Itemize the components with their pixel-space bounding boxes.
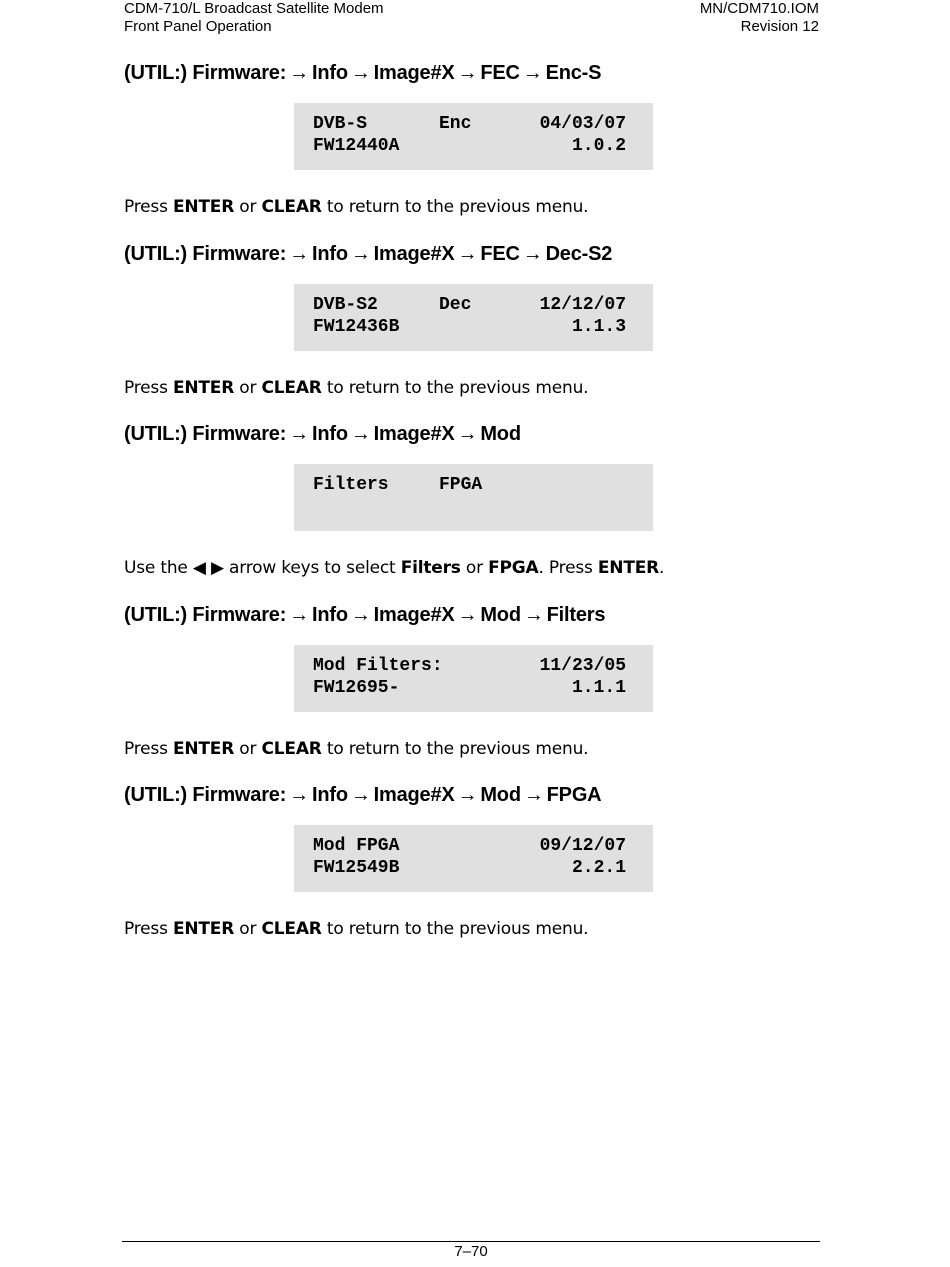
key-name: CLEAR xyxy=(261,197,322,217)
section-title xyxy=(124,600,820,630)
lcd-field: Enc xyxy=(439,114,472,134)
title-part: Mod xyxy=(480,423,521,445)
instruction-fragment: or xyxy=(460,558,489,578)
manual-number: MN/CDM710.IOM xyxy=(699,0,819,17)
lcd-display xyxy=(294,284,653,351)
instruction-fragment: or xyxy=(234,377,262,398)
instruction-fragment: Use the xyxy=(124,558,193,578)
menu-section xyxy=(124,239,820,420)
key-name: ENTER xyxy=(172,738,235,759)
lcd-field: Dec xyxy=(439,294,472,315)
lcd-field: Mod Filters: xyxy=(313,655,443,676)
right-arrow-icon: → xyxy=(350,784,371,806)
lcd-display xyxy=(294,825,653,892)
left-arrow-key-icon: ◀ xyxy=(192,558,206,578)
instruction-fragment: Press xyxy=(124,377,173,398)
lcd-field: FW12440A xyxy=(313,136,400,156)
right-arrow-icon: → xyxy=(289,62,309,84)
lcd-line1 xyxy=(313,655,626,677)
right-arrow-icon: → xyxy=(457,603,478,626)
title-part: (UTIL:) Firmware: xyxy=(124,242,287,265)
key-name: ENTER xyxy=(172,197,235,217)
lcd-line1 xyxy=(313,835,626,857)
lcd-field: DVB-S2 xyxy=(313,294,378,315)
title-part: Info xyxy=(311,603,348,626)
right-arrow-icon: → xyxy=(523,784,544,806)
title-part: Dec-S2 xyxy=(545,242,613,265)
instruction-fragment: to return to the previous menu. xyxy=(321,738,589,759)
lcd-field: 09/12/07 xyxy=(539,836,626,856)
chapter-title: Front Panel Operation xyxy=(124,18,272,35)
key-name: ENTER xyxy=(172,919,235,939)
right-arrow-key-icon: ▶ xyxy=(210,558,224,578)
page-header-left xyxy=(124,0,384,36)
lcd-line1 xyxy=(313,294,626,316)
title-part: Filters xyxy=(546,603,606,626)
lcd-line2 xyxy=(313,857,626,879)
instruction-fragment: . Press xyxy=(538,558,598,578)
lcd-field: 1.1.1 xyxy=(571,677,626,698)
instruction-fragment: to return to the previous menu. xyxy=(321,377,589,398)
title-part: Info xyxy=(311,242,348,265)
instruction-text xyxy=(124,737,588,761)
instruction-text xyxy=(124,376,588,400)
option-name: Filters xyxy=(400,558,461,578)
right-arrow-icon: → xyxy=(522,242,543,265)
lcd-line1 xyxy=(313,113,626,135)
revision-label: Revision 12 xyxy=(740,18,819,35)
title-part: Mod xyxy=(480,784,521,806)
key-name: ENTER xyxy=(597,558,660,578)
key-name: ENTER xyxy=(172,377,235,398)
instruction-text xyxy=(124,556,664,580)
right-arrow-icon: → xyxy=(350,62,371,84)
lcd-line1 xyxy=(313,474,626,496)
right-arrow-icon: → xyxy=(350,603,371,626)
title-part: FEC xyxy=(480,62,520,84)
instruction-fragment: or xyxy=(234,197,262,217)
instruction-fragment: Press xyxy=(124,197,173,217)
right-arrow-icon: → xyxy=(522,62,543,84)
section-title xyxy=(124,58,820,88)
lcd-line2 xyxy=(313,677,626,699)
menu-section xyxy=(124,780,820,961)
title-part: (UTIL:) Firmware: xyxy=(124,784,287,806)
instruction-fragment: to return to the previous menu. xyxy=(321,919,589,939)
title-part: Image#X xyxy=(373,62,455,84)
page-number: 7–70 xyxy=(454,1243,488,1260)
document-title: CDM-710/L Broadcast Satellite Modem xyxy=(124,0,384,17)
title-part: Info xyxy=(311,423,348,445)
lcd-field: FW12436B xyxy=(313,316,400,337)
instruction-text xyxy=(124,917,588,941)
right-arrow-icon: → xyxy=(289,242,309,265)
right-arrow-icon: → xyxy=(350,423,371,445)
title-part: Image#X xyxy=(373,242,455,265)
lcd-field: 12/12/07 xyxy=(539,294,626,315)
title-part: Mod xyxy=(480,603,521,626)
key-name: CLEAR xyxy=(261,377,322,398)
title-part: Image#X xyxy=(373,423,455,445)
title-part: Image#X xyxy=(373,784,455,806)
instruction-text xyxy=(124,195,588,219)
lcd-field: 1.0.2 xyxy=(571,136,626,156)
key-name: CLEAR xyxy=(261,919,322,939)
instruction-fragment: Press xyxy=(124,738,173,759)
lcd-line2 xyxy=(313,496,626,518)
title-part: Image#X xyxy=(373,603,455,626)
menu-section xyxy=(124,58,820,239)
option-name: FPGA xyxy=(488,558,539,578)
instruction-fragment: arrow keys to select xyxy=(223,558,401,578)
title-part: Enc-S xyxy=(545,62,602,84)
lcd-display xyxy=(294,645,653,712)
instruction-fragment: to return to the previous menu. xyxy=(321,197,589,217)
lcd-field: DVB-S xyxy=(313,114,368,134)
instruction-fragment: or xyxy=(234,738,262,759)
instruction-fragment: or xyxy=(234,919,262,939)
lcd-line2 xyxy=(313,316,626,338)
lcd-field: 04/03/07 xyxy=(539,114,626,134)
lcd-field: 11/23/05 xyxy=(539,655,626,676)
right-arrow-icon: → xyxy=(289,423,309,445)
footer-divider xyxy=(122,1241,820,1242)
right-arrow-icon: → xyxy=(289,603,309,626)
right-arrow-icon: → xyxy=(523,603,544,626)
title-part: (UTIL:) Firmware: xyxy=(124,603,287,626)
lcd-field: FPGA xyxy=(439,475,483,495)
title-part: Info xyxy=(311,62,348,84)
document-body xyxy=(124,58,820,961)
lcd-field: Filters xyxy=(313,475,389,495)
section-title xyxy=(124,239,820,269)
right-arrow-icon: → xyxy=(350,242,371,265)
lcd-field: FW12695- xyxy=(313,677,400,698)
title-part: FPGA xyxy=(546,784,602,806)
lcd-field: Mod FPGA xyxy=(313,836,400,856)
menu-section xyxy=(124,419,820,600)
page-header-right xyxy=(700,0,819,36)
right-arrow-icon: → xyxy=(457,62,478,84)
right-arrow-icon: → xyxy=(289,784,309,806)
menu-section xyxy=(124,600,820,781)
instruction-fragment: Press xyxy=(124,919,173,939)
instruction-fragment: . xyxy=(659,558,665,578)
right-arrow-icon: → xyxy=(457,242,478,265)
lcd-display xyxy=(294,464,653,531)
title-part: Info xyxy=(311,784,348,806)
lcd-field: 2.2.1 xyxy=(571,858,626,878)
lcd-display xyxy=(294,103,653,170)
title-part: (UTIL:) Firmware: xyxy=(124,62,287,84)
right-arrow-icon: → xyxy=(457,784,478,806)
title-part: FEC xyxy=(480,242,520,265)
title-part: (UTIL:) Firmware: xyxy=(124,423,287,445)
key-name: CLEAR xyxy=(261,738,322,759)
lcd-field: FW12549B xyxy=(313,858,400,878)
lcd-field: 1.1.3 xyxy=(571,316,626,337)
right-arrow-icon: → xyxy=(457,423,478,445)
section-title xyxy=(124,419,820,449)
section-title xyxy=(124,780,820,810)
lcd-line2 xyxy=(313,135,626,157)
